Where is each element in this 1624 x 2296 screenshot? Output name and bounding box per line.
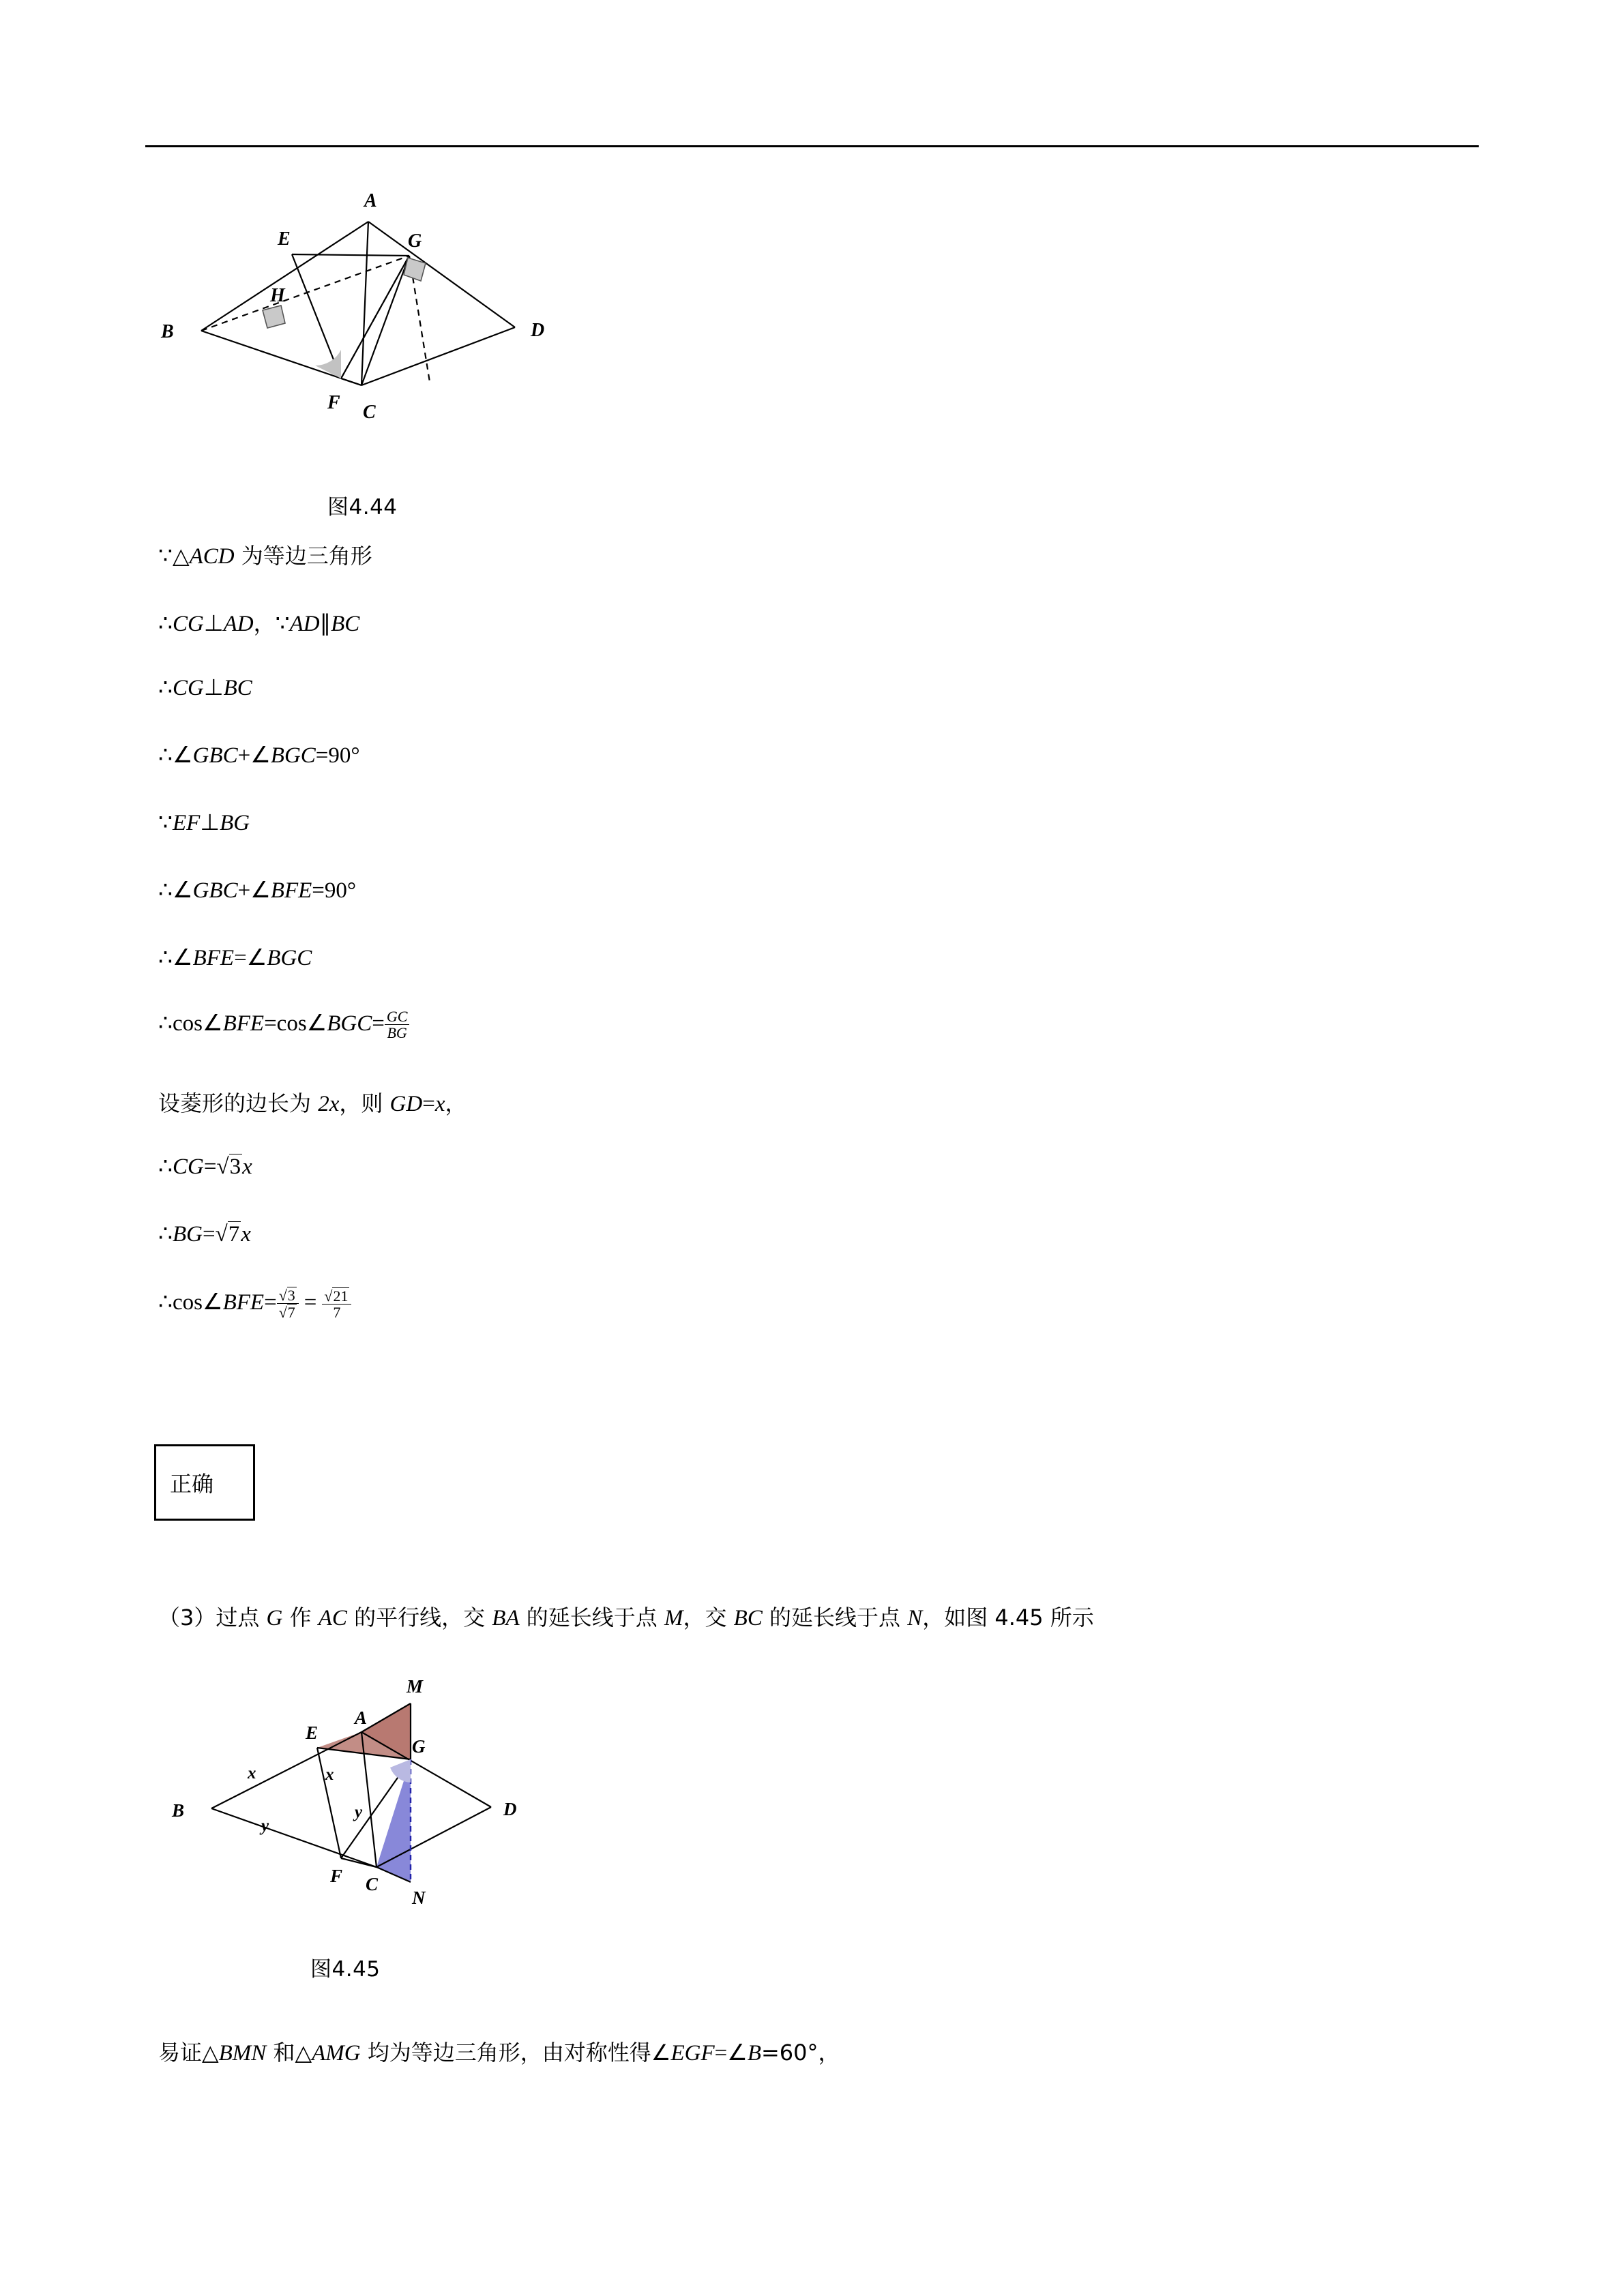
sqrt-radicand: 3: [229, 1154, 241, 1179]
header-rule: [145, 145, 1479, 147]
proof-italic: CG: [173, 612, 204, 636]
proof-line-2: [158, 606, 359, 638]
proof-italic: BG: [220, 811, 250, 835]
proof-op: =∠: [234, 946, 267, 970]
svg-text:H: H: [270, 285, 285, 306]
proof-sym: ∴: [158, 1222, 173, 1247]
proof-op: =: [203, 1222, 216, 1247]
proof-italic: BC: [223, 676, 252, 700]
proof-sym: ∴cos∠: [158, 1290, 223, 1315]
svg-text:G: G: [408, 230, 422, 252]
para-text: 的延长线于点: [519, 1605, 664, 1630]
para-italic: AC: [318, 1606, 347, 1630]
fraction-denominator: 7: [322, 1304, 351, 1320]
para-italic: M: [664, 1606, 683, 1630]
proof-perp: ⊥: [203, 676, 224, 700]
proof-sym: ∴: [158, 1154, 173, 1179]
proof-italic: BFE: [270, 878, 312, 903]
proof-comma: ，: [445, 1090, 467, 1116]
svg-text:x: x: [248, 1764, 256, 1783]
para-text: （3）过点: [158, 1605, 267, 1630]
sqrt-radicand: 3: [287, 1287, 295, 1304]
bottom-op: =∠: [714, 2041, 748, 2066]
bottom-italic: EGF: [670, 2041, 715, 2066]
proof-italic: x: [241, 1222, 251, 1247]
proof-sym: ∴cos∠: [158, 1011, 223, 1037]
svg-text:D: D: [503, 1799, 517, 1819]
proof-angle: ∠: [173, 878, 193, 903]
proof-op: +∠: [237, 878, 271, 903]
para-italic: N: [907, 1606, 923, 1630]
fraction-denominator: BG: [385, 1024, 410, 1041]
sqrt-radicand: 21: [333, 1287, 349, 1304]
answer-box: [154, 1444, 255, 1521]
proof-op: =: [304, 1290, 317, 1315]
proof-italic: CG: [173, 1154, 204, 1179]
proof-line-5: [158, 809, 250, 836]
proof-comma: ，: [253, 610, 276, 636]
proof-text: ，则: [339, 1090, 390, 1116]
proof-sym: ∵: [158, 544, 173, 569]
proof-line-9: [158, 1086, 467, 1118]
bottom-text: 易证: [158, 2040, 203, 2066]
proof-op: =cos∠: [264, 1011, 327, 1037]
proof-line-1: [158, 539, 372, 570]
proof-italic: CG: [173, 676, 204, 700]
proof-italic: BG: [173, 1222, 203, 1247]
sqrt-radicand: 7: [287, 1304, 295, 1322]
proof-italic: BGC: [327, 1011, 372, 1037]
proof-op: +∠: [237, 743, 271, 768]
proof-sym: ∵: [158, 811, 173, 835]
sqrt-3: √3: [216, 1154, 241, 1179]
para-text: ，交: [683, 1605, 734, 1630]
proof-sym: ∵: [275, 612, 290, 636]
fraction-numerator: √21: [324, 1287, 349, 1304]
proof-angle: ∠: [173, 743, 193, 768]
proof-op: =: [372, 1011, 385, 1037]
proof-line-12: [158, 1287, 351, 1321]
proof-sym: ∴: [158, 612, 173, 636]
svg-text:A: A: [364, 190, 377, 211]
figure-4-44: [136, 174, 600, 460]
svg-text:y: y: [261, 1817, 269, 1835]
svg-text:E: E: [306, 1723, 319, 1743]
proof-italic: AD: [223, 612, 254, 636]
svg-text:F: F: [330, 1866, 343, 1886]
figure-4-44-caption: 图4.44: [327, 495, 398, 520]
svg-text:x: x: [325, 1765, 334, 1784]
proof-tri: △: [173, 543, 190, 569]
proof-sym: ∴: [158, 946, 173, 970]
proof-text: 设菱形的边长为: [158, 1090, 319, 1116]
svg-text:C: C: [363, 402, 376, 423]
svg-text:E: E: [278, 228, 291, 250]
para-italic: BC: [733, 1606, 763, 1630]
proof-line-6: [158, 876, 356, 904]
proof-op: =: [203, 1154, 217, 1179]
svg-text:N: N: [412, 1888, 426, 1908]
proof-italic: 2x: [318, 1092, 340, 1116]
proof-text: 为等边三角形: [234, 543, 372, 569]
para-text: ，如图 4.45 所示: [922, 1605, 1094, 1630]
proof-line-7: [158, 944, 312, 971]
svg-text:G: G: [412, 1736, 426, 1757]
proof-italic: BFE: [222, 1290, 265, 1315]
proof-op: =: [264, 1290, 277, 1315]
bottom-text: =60°，: [761, 2040, 840, 2066]
proof-italic: GBC: [192, 878, 238, 903]
fraction-denominator: √7: [277, 1303, 299, 1320]
fraction-sqrt3-sqrt7: [277, 1287, 299, 1320]
bottom-text: 和: [266, 2040, 295, 2066]
proof-value: =90°: [315, 743, 360, 768]
svg-text:y: y: [355, 1803, 363, 1821]
proof-sym: ∴: [158, 676, 173, 700]
proof-line-10: [158, 1152, 252, 1180]
para-italic: BA: [492, 1606, 520, 1630]
figure-4-45-caption: 图4.45: [310, 1957, 381, 1982]
answer-box-label: 正确: [170, 1471, 214, 1497]
sqrt-radicand: 7: [228, 1222, 240, 1247]
proof-italic: x: [434, 1092, 445, 1116]
proof-italic: x: [242, 1154, 252, 1179]
proof-sym: ∴: [158, 878, 173, 903]
proof-value: =90°: [312, 878, 357, 903]
para-text: 的平行线，交: [346, 1605, 492, 1630]
proof-sym: ∴: [158, 743, 173, 768]
bottom-italic: AMG: [312, 2041, 361, 2066]
figure-4-45: [136, 1650, 614, 1964]
bottom-triangle-sym: △: [295, 2040, 312, 2066]
proof-italic: BC: [331, 612, 360, 636]
proof-italic: GBC: [192, 743, 238, 768]
proof-italic: BFE: [192, 946, 235, 970]
proof-line-8: [158, 1009, 409, 1041]
proof-line-3: [158, 674, 252, 701]
bottom-paragraph: [158, 2036, 840, 2067]
svg-text:D: D: [531, 320, 545, 341]
proof-italic: EF: [173, 811, 201, 835]
bottom-italic: B: [747, 2041, 761, 2066]
fraction-numerator: GC: [386, 1008, 408, 1025]
svg-text:C: C: [366, 1874, 379, 1894]
svg-text:B: B: [161, 321, 174, 342]
svg-text:B: B: [172, 1800, 185, 1821]
paragraph-3: [158, 1600, 1094, 1632]
proof-line-11: [158, 1220, 251, 1247]
svg-text:A: A: [355, 1708, 368, 1728]
proof-italic: BGC: [270, 743, 316, 768]
sqrt-7: √7: [215, 1222, 240, 1247]
para-italic: G: [266, 1606, 283, 1630]
proof-italic: BFE: [222, 1011, 265, 1037]
proof-parallel: ∥: [319, 612, 331, 636]
proof-italic: BGC: [267, 946, 312, 970]
proof-op: =: [422, 1092, 435, 1116]
bottom-triangle-sym: △: [202, 2040, 219, 2066]
fraction-gc-bg: [385, 1009, 410, 1041]
proof-perp: ⊥: [200, 811, 220, 835]
bottom-text: 均为等边三角形，由对称性得∠: [360, 2040, 671, 2066]
proof-italic: ACD: [189, 544, 235, 569]
proof-italic: GD: [389, 1092, 423, 1116]
svg-text:F: F: [327, 392, 340, 413]
proof-italic: AD: [289, 612, 320, 636]
bottom-italic: BMN: [218, 2041, 267, 2066]
proof-angle: ∠: [173, 946, 193, 970]
proof-perp: ⊥: [203, 612, 224, 636]
svg-text:M: M: [407, 1676, 424, 1697]
proof-line-4: [158, 741, 360, 769]
fraction-sqrt21-7: [322, 1287, 351, 1320]
para-text: 的延长线于点: [762, 1605, 908, 1630]
fraction-numerator: √3: [278, 1287, 295, 1304]
para-text: 作: [282, 1605, 319, 1630]
